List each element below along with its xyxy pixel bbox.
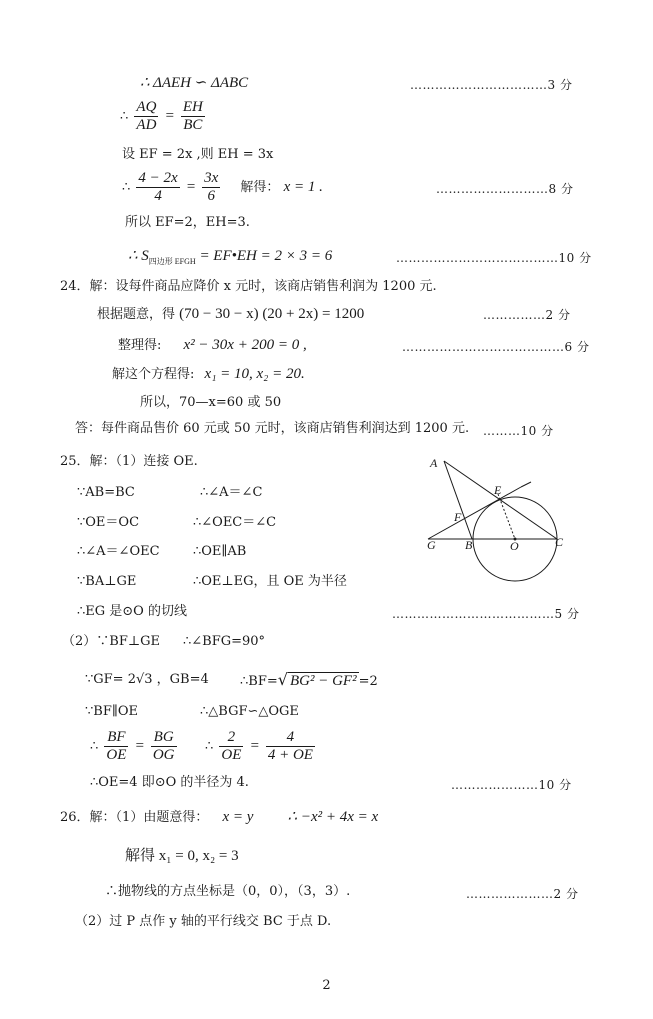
q26-part-2: （2）过 P 点作 y 轴的平行线交 BC 于点 D. [75, 914, 332, 929]
proof-step: ∵BF∥OE [85, 704, 138, 719]
score-marker: …………………2 分 [466, 887, 579, 901]
score-marker: …………………10 分 [451, 778, 572, 792]
equation-line: ∴ $\frac{4 - 2x}{4}$ = $\frac{3x}{6}$ 解得： x = 1 . [122, 170, 323, 204]
score-marker: ……………………………3 分 [410, 78, 573, 92]
q24-simplify: 整理得: x² − 30x + 200 = 0 , [118, 337, 307, 353]
fraction: $\frac{BG}{OG}$ [152, 729, 175, 763]
q26-points: ∴抛物线的方点坐标是（0，0），（3，3）. [105, 884, 351, 899]
proof-step: ∴∠A＝∠C [200, 485, 263, 500]
score-marker: ………10 分 [483, 424, 554, 438]
let-ef-line: 设 EF = 2x ,则 EH = 3x [122, 147, 274, 162]
so-line: 所以 EF=2，EH=3. [125, 215, 250, 230]
proof-step: ∴∠BFG=90° [183, 634, 266, 649]
proof-step: ∵BA⊥GE [77, 574, 137, 589]
proof-step: ∴∠A＝∠OEC [77, 544, 160, 559]
fraction: $\frac{2}{OE}$ [221, 729, 242, 763]
question-25-heading: 25．解：（1）连接 OE. [60, 454, 198, 469]
ratio-line: ∴ $\frac{2}{OE}$ = $\frac{4}{4 + OE}$ [205, 729, 313, 763]
fraction: $\frac{BF}{OE}$ [106, 729, 127, 763]
proof-step: ∴∠OEC＝∠C [193, 515, 277, 530]
ratio-line: ∴ $\frac{BF}{OE}$ = $\frac{BG}{OG}$ [90, 729, 175, 763]
label-f: F [454, 510, 462, 524]
proof-step: ∴OE∥AB [193, 544, 247, 559]
question-26-heading: 26．解：（1）由题意得： x = y ∴ −x² + 4x = x [60, 809, 379, 825]
q24-so: 所以，70—x=60 或 50 [140, 395, 282, 410]
proof-step: ∴OE⊥EG，且 OE 为半径 [193, 574, 347, 589]
ratio-equation: ∴ $\frac{AQ}{AD}$ = $\frac{EH}{BC}$ [120, 99, 203, 133]
score-marker: …………………………………5 分 [392, 607, 580, 621]
area-line: ∴ $S_{四边形 EFGH}$ = EF•EH = 2 × 3 = 6 [128, 248, 333, 266]
bf-radical-line: ∴BF=√ BG² − GF² =2 [240, 670, 378, 689]
label-e: E [494, 483, 502, 497]
question-24-heading: 24．解：设每件商品应降价 x 元时，该商店销售利润为 1200 元. [60, 279, 437, 294]
proof-step: （2）∵BF⊥GE [62, 634, 160, 649]
segment-oe [498, 494, 515, 539]
label-b: B [465, 538, 473, 552]
fraction: $\frac{4}{4 + OE}$ [267, 729, 313, 763]
page-number: 2 [322, 978, 331, 993]
score-marker: ……………2 分 [483, 308, 571, 322]
label-o: O [510, 539, 519, 553]
label-c: C [555, 535, 564, 549]
score-marker: ………………………8 分 [436, 182, 574, 196]
score-marker: …………………………………10 分 [396, 251, 592, 265]
fraction: $\frac{AQ}{AD}$ [136, 99, 157, 133]
geometry-figure [420, 450, 580, 585]
proof-step: ∵OE＝OC [77, 515, 140, 530]
proof-step: ∴△BGF∽△OGE [200, 704, 299, 719]
proof-step: ∴EG 是⊙O 的切线 [77, 604, 187, 619]
fraction: $\frac{EH}{BC}$ [182, 99, 203, 133]
q24-setup: 根据题意，得 (70 − 30 − x) (20 + 2x) = 1200 [97, 306, 365, 322]
q24-solve: 解这个方程得: x₁ = 10, x₂ = 20. [112, 366, 305, 382]
fraction: $\frac{4 - 2x}{4}$ [138, 170, 178, 204]
q24-answer: 答：每件商品售价 60 元或 50 元时，该商店销售利润达到 1200 元. [75, 421, 470, 436]
proof-step: ∴OE=4 即⊙O 的半径为 4. [90, 775, 249, 790]
q26-solve: 解得 x₁ = 0, x₂ = 3 [125, 848, 239, 864]
similar-triangles-line: ∴ ΔAEH ∽ ΔABC [140, 75, 249, 91]
score-marker: …………………………………6 分 [402, 340, 590, 354]
proof-step: ∵AB=BC [77, 485, 135, 500]
therefore-symbol: ∴ [120, 109, 129, 124]
fraction: $\frac{3x}{6}$ [204, 170, 219, 204]
proof-step: ∵GF= 2√3 ，GB=4 [85, 672, 209, 687]
label-a: A [430, 456, 438, 470]
tangent-line [428, 487, 521, 539]
label-g: G [427, 538, 436, 552]
